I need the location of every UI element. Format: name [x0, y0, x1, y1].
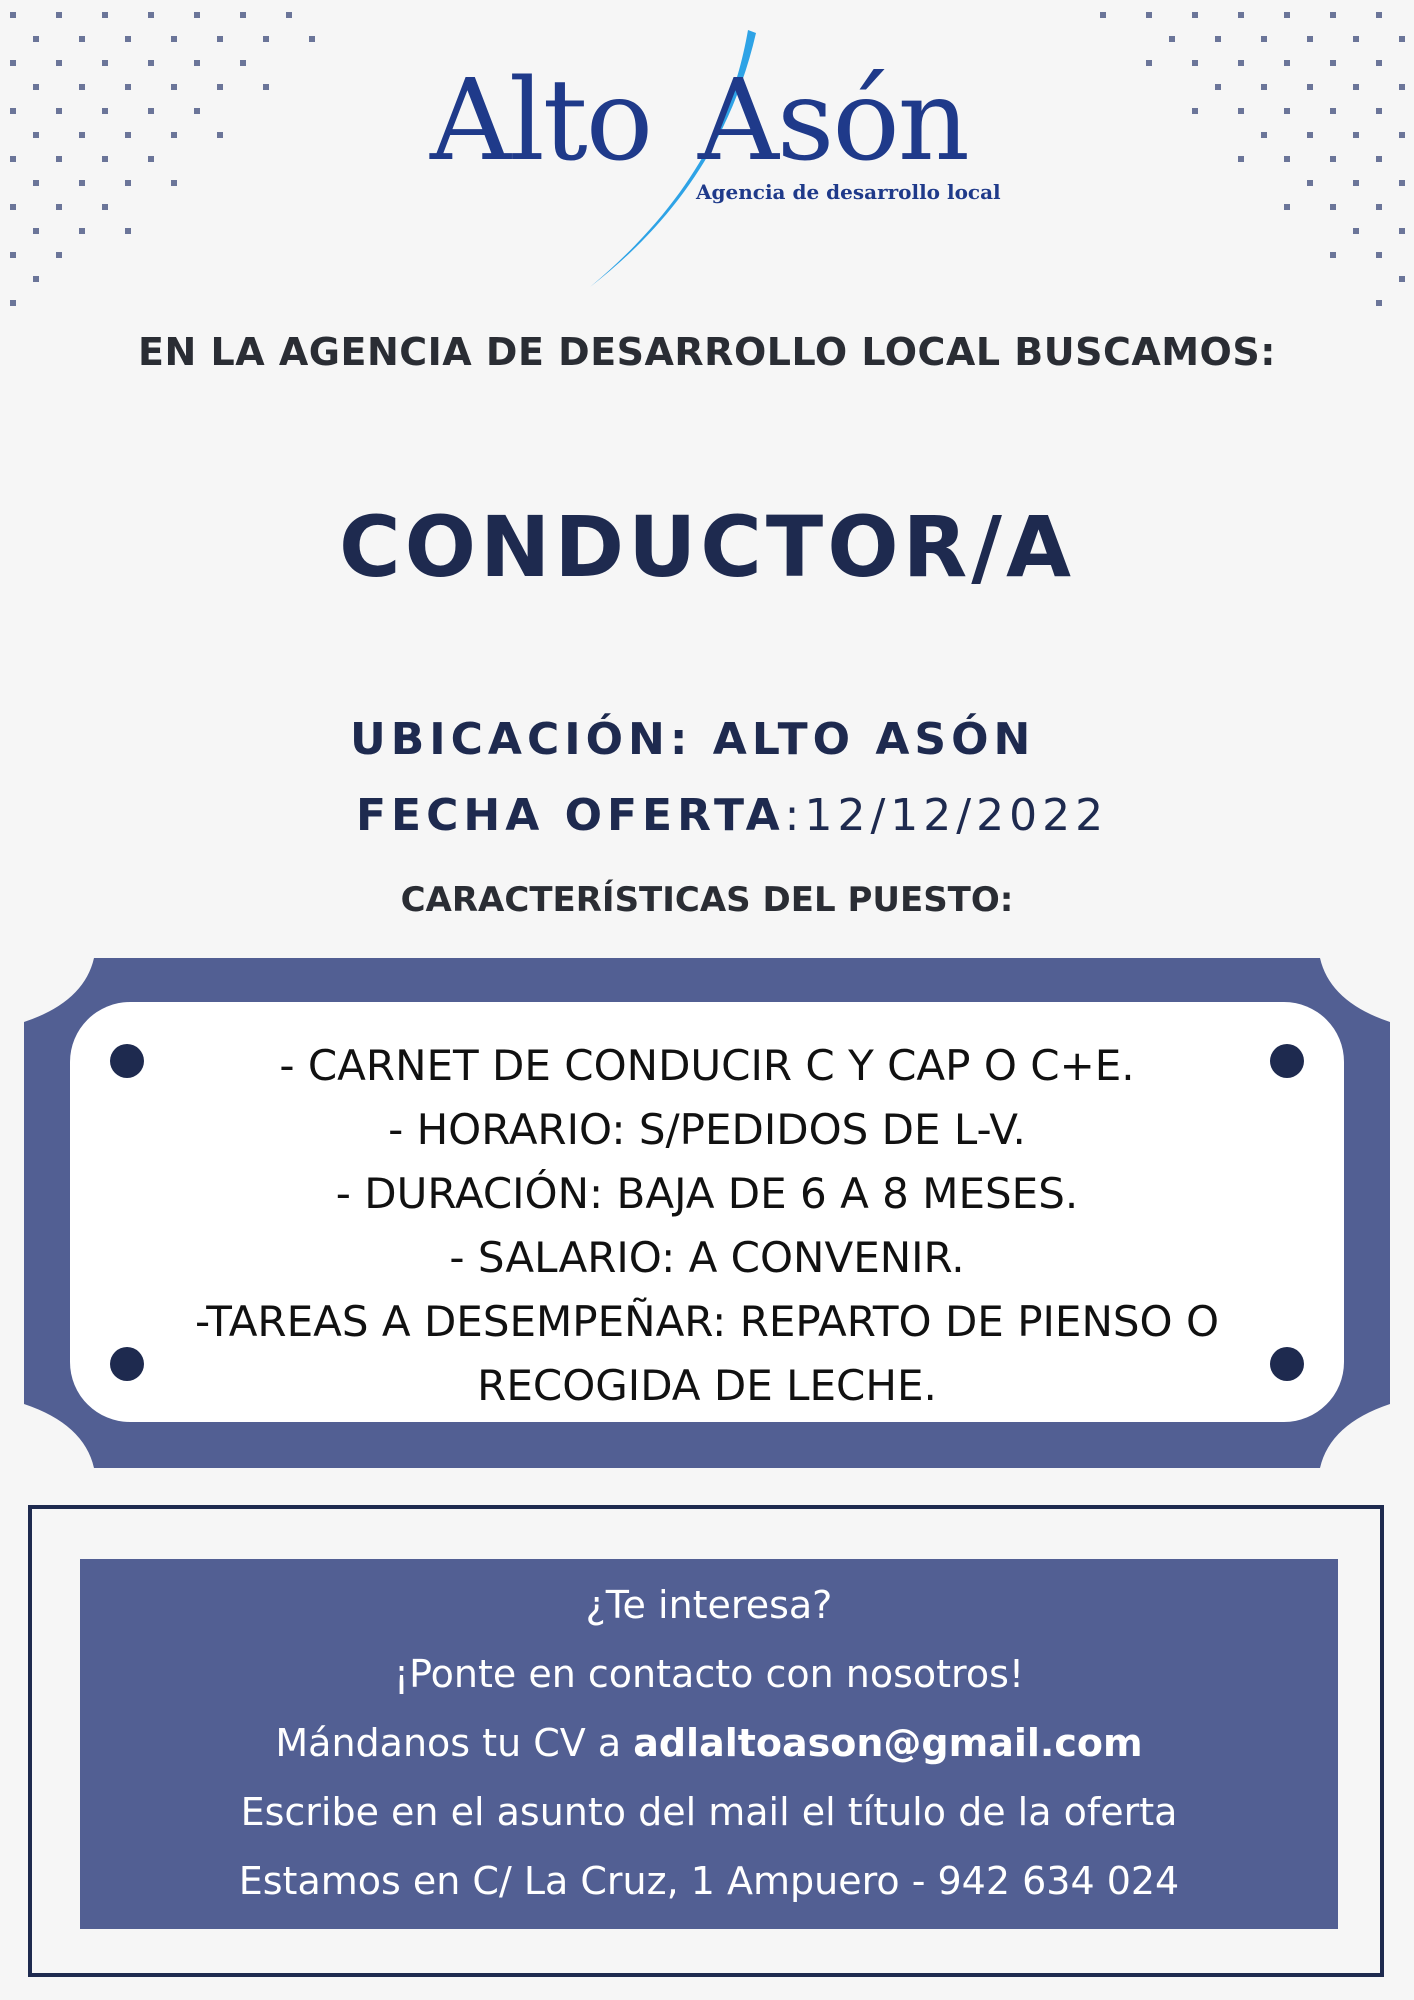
decor-dot	[1307, 36, 1313, 42]
decor-dot	[1307, 132, 1313, 138]
decor-dot	[217, 84, 223, 90]
decor-dot	[102, 60, 108, 66]
decor-dot	[1238, 60, 1244, 66]
requirement-item: - HORARIO: S/PEDIDOS DE L-V.	[388, 1105, 1026, 1154]
decor-dot	[1330, 108, 1336, 114]
decor-dot	[125, 228, 131, 234]
requirement-item: RECOGIDA DE LECHE.	[477, 1361, 937, 1410]
decor-dot	[309, 36, 315, 42]
decor-dot	[1399, 180, 1405, 186]
decor-dot	[286, 12, 292, 18]
decor-dot	[1215, 84, 1221, 90]
offer-date-label: FECHA OFERTA	[356, 790, 785, 841]
decor-dot	[56, 252, 62, 258]
decor-dot	[194, 12, 200, 18]
decor-dot	[1100, 12, 1106, 18]
logo-subtitle: Agencia de desarrollo local	[696, 180, 1001, 204]
decor-dot	[171, 36, 177, 42]
requirements-plaque	[24, 958, 1390, 1468]
decor-dot	[263, 36, 269, 42]
decor-dot	[56, 60, 62, 66]
decor-dot	[1238, 12, 1244, 18]
dot-pattern-top-left	[0, 0, 340, 340]
decor-dot	[1330, 12, 1336, 18]
decor-dot	[33, 84, 39, 90]
requirement-item: - SALARIO: A CONVENIR.	[449, 1233, 965, 1282]
decor-dot	[10, 60, 16, 66]
decor-dot	[79, 228, 85, 234]
decor-dot	[33, 36, 39, 42]
decor-dot	[1376, 204, 1382, 210]
decor-dot	[148, 156, 154, 162]
decor-dot	[1284, 12, 1290, 18]
decor-dot	[1353, 180, 1359, 186]
decor-dot	[1353, 84, 1359, 90]
requirement-item: - DURACIÓN: BAJA DE 6 A 8 MESES.	[335, 1169, 1079, 1218]
decor-dot	[125, 132, 131, 138]
decor-dot	[102, 108, 108, 114]
decor-dot	[217, 132, 223, 138]
decor-dot	[56, 156, 62, 162]
decor-dot	[1399, 84, 1405, 90]
decor-dot	[1376, 12, 1382, 18]
contact-send-cv	[80, 1709, 1338, 1778]
decor-dot	[102, 204, 108, 210]
decor-dot	[1353, 228, 1359, 234]
decor-dot	[1261, 132, 1267, 138]
alto-ason-logo	[400, 25, 1020, 300]
decor-dot	[125, 180, 131, 186]
decor-dot	[240, 60, 246, 66]
requirement-item: -TAREAS A DESEMPEÑAR: REPARTO DE PIENSO O	[195, 1297, 1219, 1346]
decor-dot	[194, 60, 200, 66]
decor-dot	[1330, 204, 1336, 210]
decor-dot	[1376, 156, 1382, 162]
decor-dot	[1330, 156, 1336, 162]
decor-dot	[1376, 108, 1382, 114]
contact-subject-instruction: Escribe en el asunto del mail el título de la oferta	[240, 1790, 1178, 1834]
decor-dot	[263, 84, 269, 90]
decor-dot	[102, 12, 108, 18]
logo-word-alto: Alto	[430, 56, 652, 186]
decor-dot	[1376, 300, 1382, 306]
contact-email-link[interactable]: adlaltoason@gmail.com	[633, 1721, 1143, 1765]
contact-invite: ¡Ponte en contacto con nosotros!	[393, 1652, 1025, 1696]
decor-dot	[33, 228, 39, 234]
decor-dot	[10, 156, 16, 162]
decor-dot	[33, 132, 39, 138]
decor-dot	[171, 180, 177, 186]
decor-dot	[1146, 60, 1152, 66]
features-heading: CARACTERÍSTICAS DEL PUESTO:	[400, 880, 1014, 920]
decor-dot	[79, 180, 85, 186]
send-cv-prefix: Mándanos tu CV a	[275, 1721, 634, 1765]
decor-dot	[148, 108, 154, 114]
offer-date-value: :12/12/2022	[784, 790, 1109, 841]
decor-dot	[1284, 108, 1290, 114]
decor-dot	[1261, 84, 1267, 90]
decor-dot	[1376, 60, 1382, 66]
decor-dot	[33, 276, 39, 282]
decor-dot	[148, 12, 154, 18]
decor-dot	[1238, 108, 1244, 114]
decor-dot	[1330, 252, 1336, 258]
decor-dot	[79, 36, 85, 42]
decor-dot	[1307, 84, 1313, 90]
decor-dot	[1192, 108, 1198, 114]
decor-dot	[1146, 12, 1152, 18]
decor-dot	[56, 108, 62, 114]
job-title: CONDUCTOR/A	[338, 498, 1075, 596]
offer-date-line	[356, 790, 1108, 841]
decor-dot	[102, 156, 108, 162]
decor-dot	[1284, 60, 1290, 66]
decor-dot	[10, 204, 16, 210]
decor-dot	[10, 12, 16, 18]
decor-dot	[1261, 36, 1267, 42]
decor-dot	[148, 60, 154, 66]
decor-dot	[240, 12, 246, 18]
decor-dot	[1192, 60, 1198, 66]
decor-dot	[56, 204, 62, 210]
decor-dot	[125, 84, 131, 90]
logo-word-ason: Asón	[698, 56, 968, 186]
decor-dot	[1192, 12, 1198, 18]
decor-dot	[1284, 156, 1290, 162]
decor-dot	[10, 108, 16, 114]
decor-dot	[194, 108, 200, 114]
decor-dot	[217, 36, 223, 42]
decor-dot	[1353, 132, 1359, 138]
decor-dot	[1284, 204, 1290, 210]
decor-dot	[33, 180, 39, 186]
decor-dot	[1330, 60, 1336, 66]
decor-dot	[1399, 36, 1405, 42]
decor-dot	[56, 12, 62, 18]
decor-dot	[1376, 252, 1382, 258]
contact-panel	[80, 1559, 1338, 1929]
requirement-item: - CARNET DE CONDUCIR C Y CAP O C+E.	[279, 1041, 1135, 1090]
decor-dot	[10, 300, 16, 306]
decor-dot	[171, 84, 177, 90]
decor-dot	[1399, 132, 1405, 138]
decor-dot	[1399, 228, 1405, 234]
location-line: UBICACIÓN: ALTO ASÓN	[350, 714, 1036, 765]
decor-dot	[10, 252, 16, 258]
decor-dot	[1353, 36, 1359, 42]
decor-dot	[1169, 36, 1175, 42]
decor-dot	[1238, 156, 1244, 162]
contact-frame	[28, 1505, 1384, 1977]
contact-address-phone: Estamos en C/ La Cruz, 1 Ampuero - 942 634 024	[238, 1859, 1180, 1903]
intro-heading: EN LA AGENCIA DE DESARROLLO LOCAL BUSCAMOS:	[138, 330, 1276, 374]
decor-dot	[1399, 276, 1405, 282]
requirements-list	[70, 1034, 1344, 1418]
decor-dot	[171, 132, 177, 138]
dot-pattern-top-right	[1090, 0, 1414, 330]
contact-question: ¿Te interesa?	[585, 1583, 833, 1627]
decor-dot	[1215, 36, 1221, 42]
decor-dot	[125, 36, 131, 42]
decor-dot	[79, 84, 85, 90]
decor-dot	[1307, 180, 1313, 186]
decor-dot	[79, 132, 85, 138]
